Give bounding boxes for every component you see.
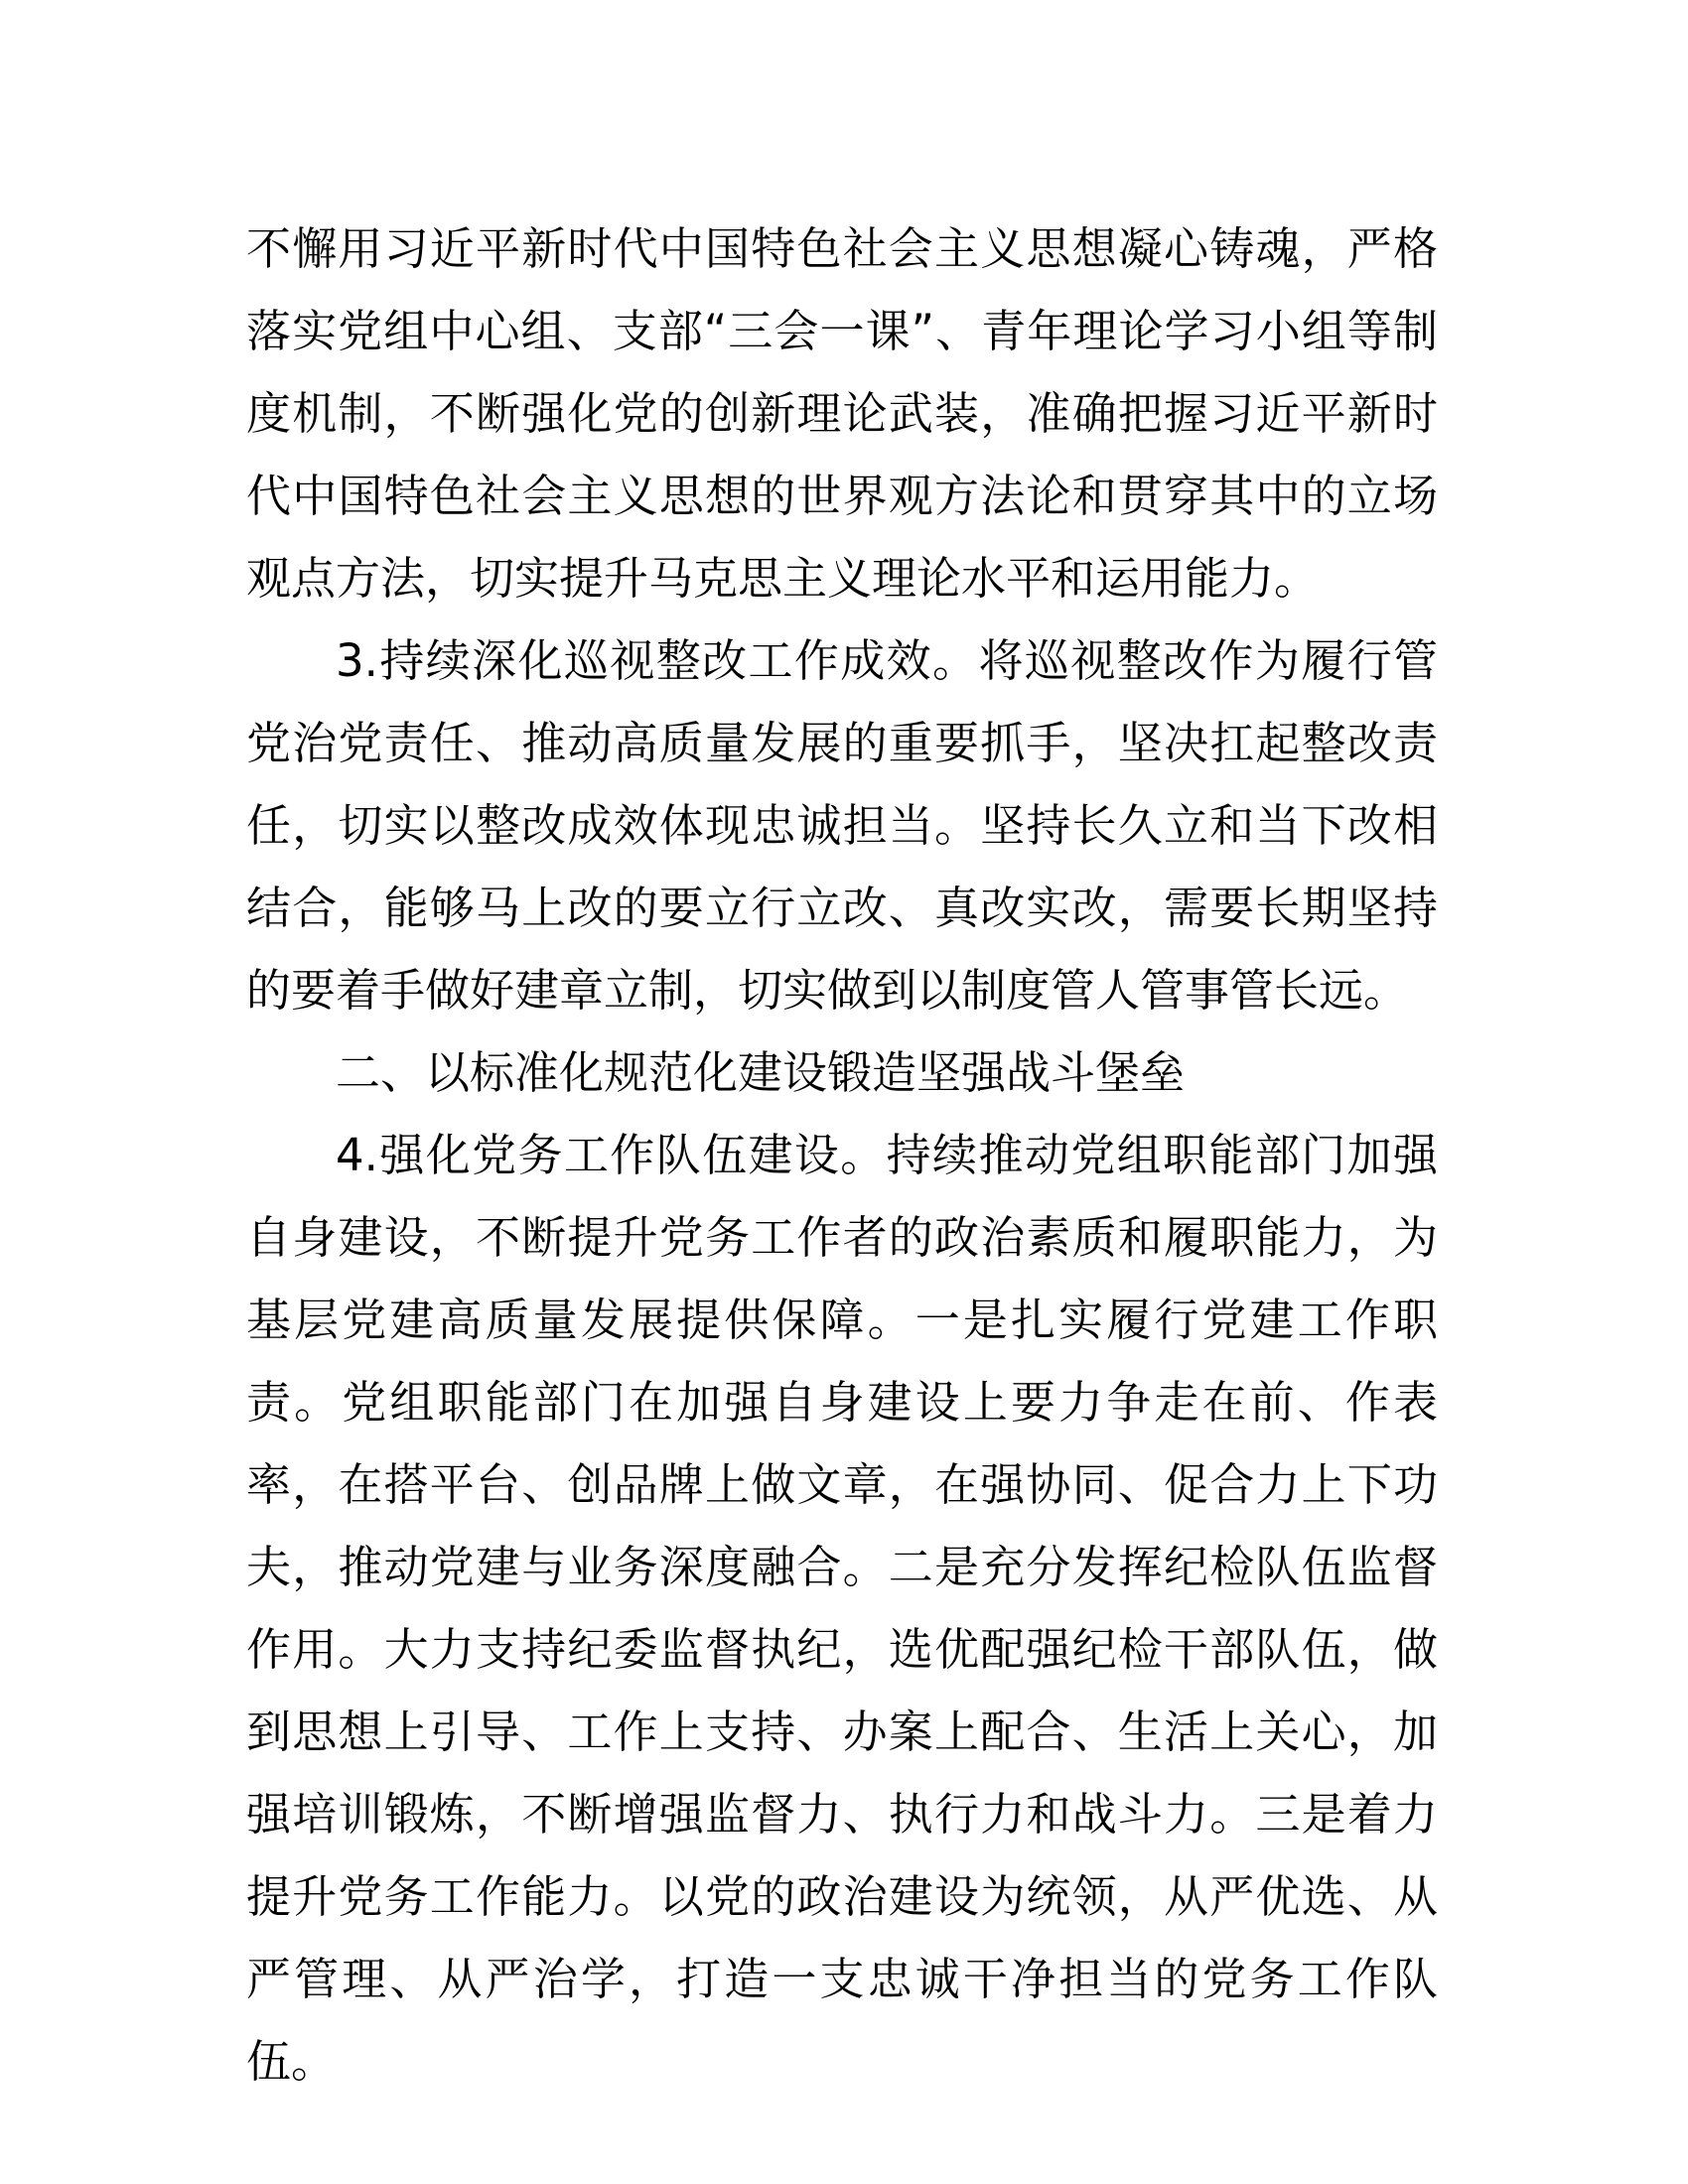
paragraph-inspection-rectification: 3.持续深化巡视整改工作成效。将巡视整改作为履行管党治党责任、推动高质量发展的重要抓手，坚决扛起整改责任，切实以整改成效体现忠诚担当。坚持长久立和当下改相结合，能够马上改的要立行立改、真改实改，需要长期坚持的要着手做好建章立制，切实做到以制度管人管事管长远。: [246, 634, 1438, 1017]
paragraph-study-theory: 不懈用习近平新时代中国特色社会主义思想凝心铸魂，严格落实党组中心组、支部“三会一课”、青年理论学习小组等制度机制，不断强化党的创新理论武装，准确把握习近平新时代中国特色社会主义思想的世界观方法论和贯穿其中的立场观点方法，切实提升马克思主义理论水平和运用能力。: [246, 222, 1438, 605]
paragraph-party-affairs-team: 4.强化党务工作队伍建设。持续推动党组职能部门加强自身建设，不断提升党务工作者的政治素质和履职能力，为基层党建高质量发展提供保障。一是扎实履行党建工作职责。党组职能部门在加强自身建设上要力争走在前、作表率，在搭平台、创品牌上做文章，在强协同、促合力上下功夫，推动党建与业务深度融合。二是充分发挥纪检队伍监督作用。大力支持纪委监督执纪，选优配强纪检干部队伍，做到思想上引导、工作上支持、办案上配合、生活上关心，加强培训锻炼，不断增强监督力、执行力和战斗力。三是着力提升党务工作能力。以党的政治建设为统领，从严优选、从严管理、从严治学，打造一支忠诚干净担当的党务工作队伍。: [246, 1129, 1438, 2088]
section-heading-standardization: 二、以标准化规范化建设锻造坚强战斗堡垒: [336, 1046, 1186, 1099]
document-body: [246, 207, 1438, 2103]
